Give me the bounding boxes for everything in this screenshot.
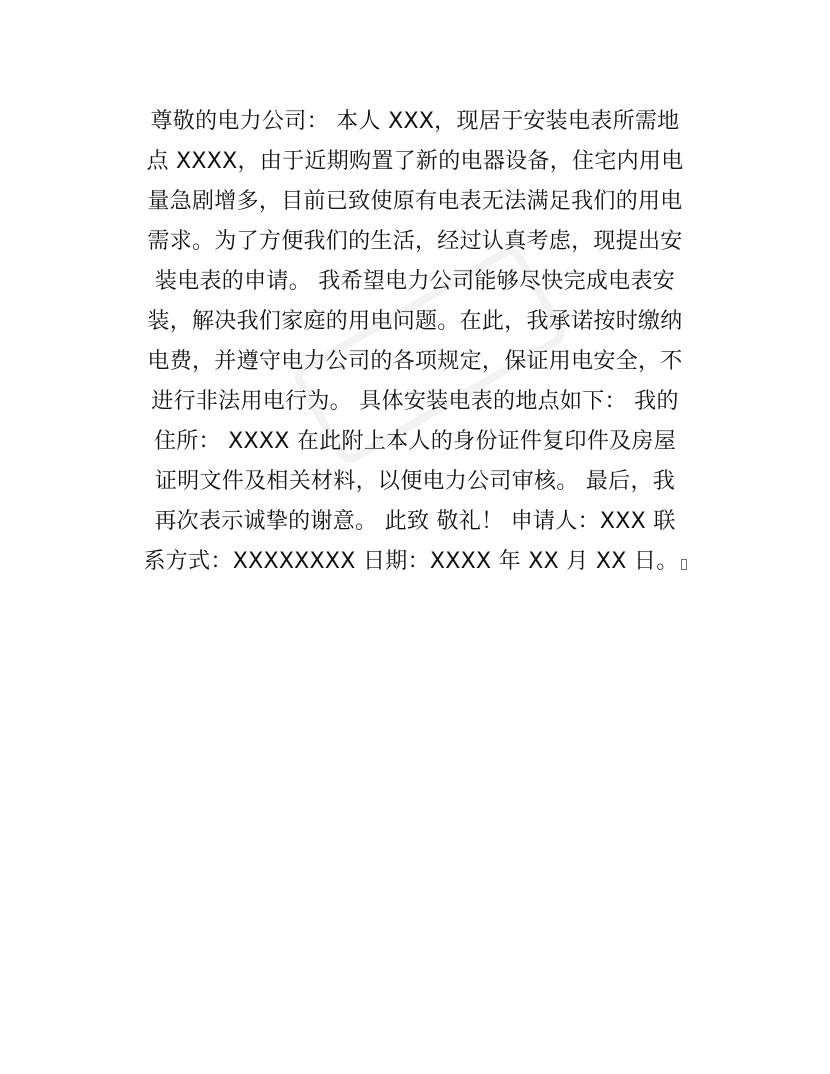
text-line-12 [110,542,720,582]
text-line-11: 再次表示诚挚的谢意。 此致 敬礼！ 申请人：XXX 联 [154,509,676,534]
text-line-3: 量急剧增多，目前已致使原有电表无法满足我们的用电 [147,189,683,214]
text-line-9: 住所： XXXX 在此附上本人的身份证件复印件及房屋 [153,429,677,454]
text-line-4: 需求。为了方便我们的生活，经过认真考虑，现提出安 [147,229,683,254]
text-line-8: 进行非法用电行为。 具体安装电表的地点如下： 我的 [151,389,679,414]
paragraph-end-marker [681,559,687,570]
text-line-10: 证明文件及相关材料，以便电力公司审核。 最后，我 [154,469,676,494]
text-line-2: 点 XXXX，由于近期购置了新的电器设备，住宅内用电 [146,149,684,174]
text-line-12-content: 系方式：XXXXXXXX 日期：XXXX 年 XX 月 XX 日。 [143,549,679,574]
text-line-7: 电费，并遵守电力公司的各项规定，保证用电安全，不 [147,349,683,374]
text-line-1: 尊敬的电力公司： 本人 XXX，现居于安装电表所需地 [150,109,680,134]
text-line-6: 装，解决我们家庭的用电问题。在此，我承诺按时缴纳 [147,309,683,334]
text-line-5: 装电表的申请。 我希望电力公司能够尽快完成电表安 [154,269,676,294]
letter-body [110,102,720,582]
